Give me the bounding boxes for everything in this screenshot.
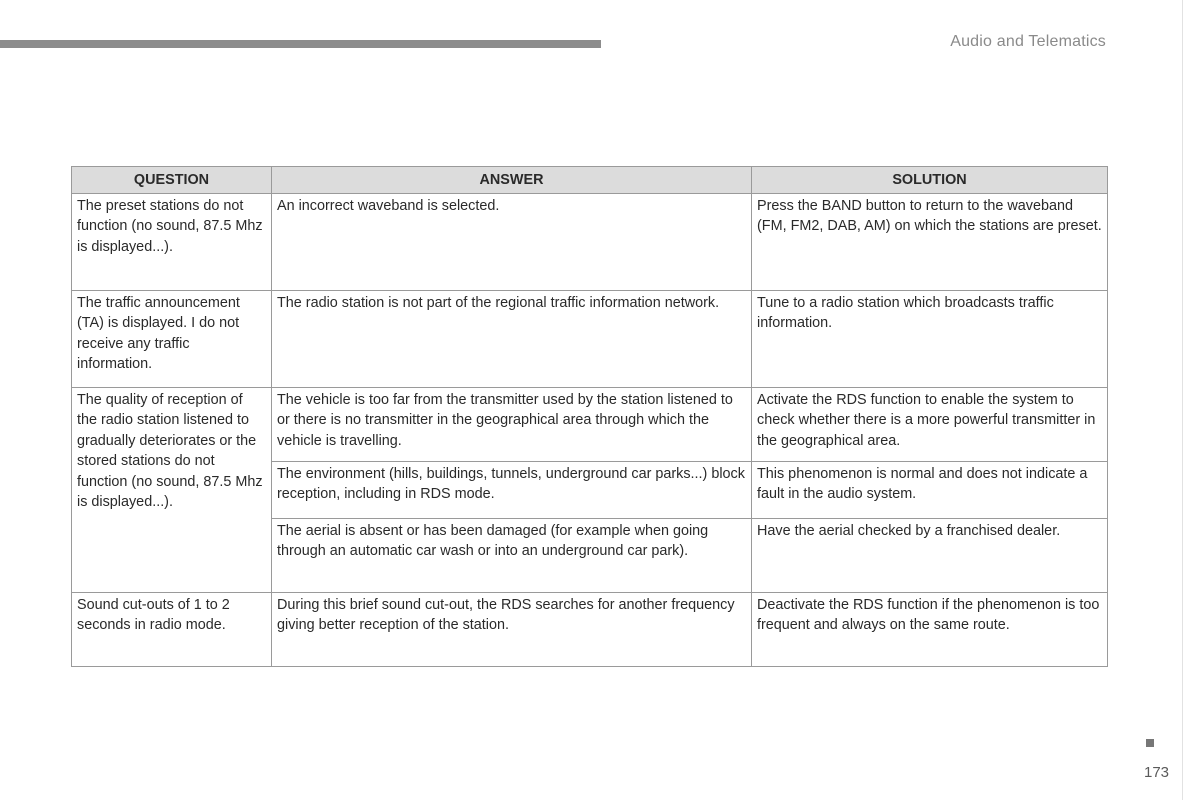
answer-cell: The vehicle is too far from the transmitter used by the station listened to or there is no transmitter in the geographical area through which the vehicle is travelling. [272,388,752,462]
page-edge-rule [1182,0,1183,800]
end-square-icon [1146,739,1154,747]
page-number: 173 [1144,764,1170,781]
table-row [72,593,1108,667]
solution-cell: Press the BAND button to return to the waveband (FM, FM2, DAB, AM) on which the stations are preset. [752,194,1108,291]
header-solution: SOLUTION [752,167,1108,194]
table-row [72,194,1108,291]
question-cell: The preset stations do not function (no sound, 87.5 Mhz is displayed...). [72,194,272,291]
solution-cell: Deactivate the RDS function if the phenomenon is too frequent and always on the same route. [752,593,1108,667]
table-row [72,388,1108,462]
header-bar [0,40,601,48]
header-question: QUESTION [72,167,272,194]
section-title: Audio and Telematics [950,33,1106,50]
answer-cell: An incorrect waveband is selected. [272,194,752,291]
answer-cell: The aerial is absent or has been damaged (for example when going through an automatic car wash or into an underground car park). [272,519,752,593]
answer-cell: The radio station is not part of the regional traffic information network. [272,291,752,388]
troubleshooting-table [71,166,1108,667]
solution-cell: Activate the RDS function to enable the system to check whether there is a more powerful transmitter in the geographical area. [752,388,1108,462]
answer-cell: The environment (hills, buildings, tunnels, underground car parks...) block reception, including in RDS mode. [272,462,752,519]
table-row [72,291,1108,388]
question-cell: Sound cut-outs of 1 to 2 seconds in radio mode. [72,593,272,667]
answer-cell: During this brief sound cut-out, the RDS searches for another frequency giving better reception of the station. [272,593,752,667]
question-cell: The quality of reception of the radio station listened to gradually deteriorates or the stored stations do not function (no sound, 87.5 Mhz is displayed...). [72,388,272,593]
question-cell: The traffic announcement (TA) is displayed. I do not receive any traffic information. [72,291,272,388]
table-header-row [72,167,1108,194]
solution-cell: Tune to a radio station which broadcasts traffic information. [752,291,1108,388]
header-answer: ANSWER [272,167,752,194]
solution-cell: This phenomenon is normal and does not indicate a fault in the audio system. [752,462,1108,519]
solution-cell: Have the aerial checked by a franchised dealer. [752,519,1108,593]
